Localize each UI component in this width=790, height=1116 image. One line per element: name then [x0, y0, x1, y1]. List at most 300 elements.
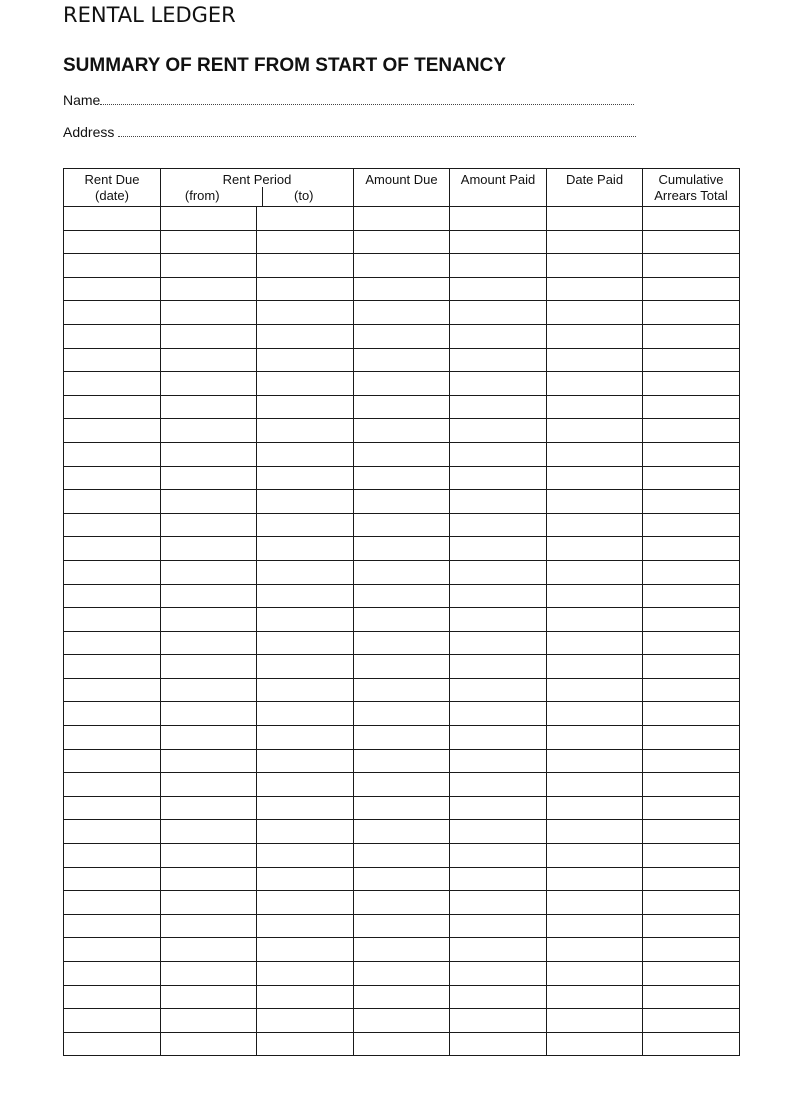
cell-cumulative-arrears[interactable] [643, 1009, 740, 1033]
table-row [64, 513, 740, 537]
cell-date-paid[interactable] [547, 938, 643, 962]
cell-amount-paid[interactable] [450, 372, 547, 396]
cell-rent-due[interactable] [64, 395, 161, 419]
cell-period-to[interactable] [257, 891, 354, 915]
cell-date-paid[interactable] [547, 773, 643, 797]
cell-amount-due[interactable] [354, 537, 450, 561]
cell-amount-due[interactable] [354, 938, 450, 962]
cell-period-to[interactable] [257, 796, 354, 820]
cell-period-from[interactable] [161, 277, 257, 301]
cell-period-from[interactable] [161, 490, 257, 514]
cell-cumulative-arrears[interactable] [643, 419, 740, 443]
cell-cumulative-arrears[interactable] [643, 631, 740, 655]
cell-amount-paid[interactable] [450, 466, 547, 490]
table-row [64, 631, 740, 655]
cell-rent-due[interactable] [64, 962, 161, 986]
table-row [64, 1032, 740, 1056]
cell-amount-paid[interactable] [450, 324, 547, 348]
table-row [64, 301, 740, 325]
cell-period-from[interactable] [161, 324, 257, 348]
cell-period-to[interactable] [257, 678, 354, 702]
cell-amount-paid[interactable] [450, 419, 547, 443]
cell-period-to[interactable] [257, 513, 354, 537]
cell-amount-paid[interactable] [450, 962, 547, 986]
cell-rent-due[interactable] [64, 631, 161, 655]
cell-period-from[interactable] [161, 442, 257, 466]
cell-amount-due[interactable] [354, 442, 450, 466]
cell-rent-due[interactable] [64, 655, 161, 679]
cell-amount-paid[interactable] [450, 702, 547, 726]
cell-amount-due[interactable] [354, 490, 450, 514]
table-row [64, 773, 740, 797]
table-row [64, 702, 740, 726]
cell-rent-due[interactable] [64, 1032, 161, 1056]
cell-amount-paid[interactable] [450, 749, 547, 773]
table-header-row [64, 169, 740, 207]
cell-period-from[interactable] [161, 938, 257, 962]
cell-amount-paid[interactable] [450, 844, 547, 868]
cell-period-to[interactable] [257, 348, 354, 372]
cell-period-to[interactable] [257, 442, 354, 466]
cell-date-paid[interactable] [547, 844, 643, 868]
cell-period-from[interactable] [161, 207, 257, 231]
cell-cumulative-arrears[interactable] [643, 678, 740, 702]
cell-amount-due[interactable] [354, 1032, 450, 1056]
cell-period-to[interactable] [257, 726, 354, 750]
cell-amount-paid[interactable] [450, 655, 547, 679]
cell-amount-due[interactable] [354, 584, 450, 608]
cell-period-from[interactable] [161, 726, 257, 750]
cell-rent-due[interactable] [64, 207, 161, 231]
cell-amount-paid[interactable] [450, 1009, 547, 1033]
cell-period-to[interactable] [257, 702, 354, 726]
cell-period-from[interactable] [161, 985, 257, 1009]
cell-period-to[interactable] [257, 207, 354, 231]
table-row [64, 395, 740, 419]
cell-amount-due[interactable] [354, 395, 450, 419]
cell-amount-paid[interactable] [450, 537, 547, 561]
cell-amount-due[interactable] [354, 301, 450, 325]
cell-date-paid[interactable] [547, 914, 643, 938]
cell-rent-due[interactable] [64, 372, 161, 396]
table-body [64, 207, 740, 1056]
name-label: Name [63, 92, 101, 108]
cell-amount-paid[interactable] [450, 608, 547, 632]
cell-cumulative-arrears[interactable] [643, 324, 740, 348]
table-row [64, 207, 740, 231]
cell-period-from[interactable] [161, 1009, 257, 1033]
cell-period-to[interactable] [257, 490, 354, 514]
cell-period-to[interactable] [257, 1032, 354, 1056]
cell-cumulative-arrears[interactable] [643, 938, 740, 962]
cell-period-from[interactable] [161, 395, 257, 419]
cell-rent-due[interactable] [64, 608, 161, 632]
cell-cumulative-arrears[interactable] [643, 914, 740, 938]
cell-period-from[interactable] [161, 749, 257, 773]
cell-period-to[interactable] [257, 466, 354, 490]
rental-ledger-table [63, 168, 740, 1056]
cell-date-paid[interactable] [547, 726, 643, 750]
cell-amount-paid[interactable] [450, 348, 547, 372]
table-row [64, 372, 740, 396]
cell-cumulative-arrears[interactable] [643, 254, 740, 278]
cell-date-paid[interactable] [547, 372, 643, 396]
cell-period-to[interactable] [257, 914, 354, 938]
cell-cumulative-arrears[interactable] [643, 584, 740, 608]
cell-rent-due[interactable] [64, 442, 161, 466]
cell-amount-due[interactable] [354, 560, 450, 584]
cell-date-paid[interactable] [547, 537, 643, 561]
header-rent-period: Rent Period (from) (to) [161, 169, 354, 207]
address-field[interactable] [63, 124, 636, 140]
cell-period-to[interactable] [257, 560, 354, 584]
cell-amount-due[interactable] [354, 230, 450, 254]
cell-date-paid[interactable] [547, 513, 643, 537]
cell-date-paid[interactable] [547, 867, 643, 891]
cell-cumulative-arrears[interactable] [643, 372, 740, 396]
cell-cumulative-arrears[interactable] [643, 301, 740, 325]
cell-period-to[interactable] [257, 324, 354, 348]
cell-cumulative-arrears[interactable] [643, 348, 740, 372]
cell-date-paid[interactable] [547, 796, 643, 820]
table-row [64, 537, 740, 561]
cell-cumulative-arrears[interactable] [643, 773, 740, 797]
header-cumulative-arrears: Cumulative Arrears Total [643, 169, 740, 207]
cell-period-to[interactable] [257, 655, 354, 679]
cell-rent-due[interactable] [64, 773, 161, 797]
cell-date-paid[interactable] [547, 891, 643, 915]
cell-date-paid[interactable] [547, 254, 643, 278]
cell-period-from[interactable] [161, 820, 257, 844]
cell-rent-due[interactable] [64, 749, 161, 773]
cell-date-paid[interactable] [547, 702, 643, 726]
cell-rent-due[interactable] [64, 1009, 161, 1033]
cell-amount-due[interactable] [354, 372, 450, 396]
cell-rent-due[interactable] [64, 820, 161, 844]
cell-date-paid[interactable] [547, 348, 643, 372]
table-row [64, 891, 740, 915]
cell-rent-due[interactable] [64, 466, 161, 490]
name-input-line[interactable] [100, 94, 634, 105]
table-row [64, 985, 740, 1009]
table-row [64, 490, 740, 514]
cell-rent-due[interactable] [64, 867, 161, 891]
cell-cumulative-arrears[interactable] [643, 844, 740, 868]
cell-period-from[interactable] [161, 844, 257, 868]
cell-rent-due[interactable] [64, 560, 161, 584]
cell-period-from[interactable] [161, 254, 257, 278]
cell-amount-paid[interactable] [450, 207, 547, 231]
cell-period-to[interactable] [257, 419, 354, 443]
cell-date-paid[interactable] [547, 985, 643, 1009]
cell-period-to[interactable] [257, 277, 354, 301]
cell-amount-due[interactable] [354, 207, 450, 231]
cell-rent-due[interactable] [64, 914, 161, 938]
cell-amount-due[interactable] [354, 962, 450, 986]
cell-amount-due[interactable] [354, 631, 450, 655]
cell-amount-due[interactable] [354, 726, 450, 750]
cell-period-from[interactable] [161, 608, 257, 632]
cell-period-from[interactable] [161, 891, 257, 915]
cell-amount-due[interactable] [354, 749, 450, 773]
cell-period-from[interactable] [161, 655, 257, 679]
cell-cumulative-arrears[interactable] [643, 490, 740, 514]
cell-period-from[interactable] [161, 773, 257, 797]
cell-cumulative-arrears[interactable] [643, 395, 740, 419]
table-row [64, 442, 740, 466]
document-title: RENTAL LEDGER [63, 3, 236, 27]
cell-cumulative-arrears[interactable] [643, 207, 740, 231]
cell-rent-due[interactable] [64, 844, 161, 868]
cell-amount-due[interactable] [354, 914, 450, 938]
cell-cumulative-arrears[interactable] [643, 608, 740, 632]
cell-amount-paid[interactable] [450, 442, 547, 466]
cell-rent-due[interactable] [64, 277, 161, 301]
cell-period-to[interactable] [257, 372, 354, 396]
cell-period-from[interactable] [161, 962, 257, 986]
table-row [64, 867, 740, 891]
cell-rent-due[interactable] [64, 254, 161, 278]
cell-cumulative-arrears[interactable] [643, 702, 740, 726]
cell-amount-due[interactable] [354, 844, 450, 868]
cell-amount-paid[interactable] [450, 678, 547, 702]
cell-rent-due[interactable] [64, 584, 161, 608]
cell-cumulative-arrears[interactable] [643, 1032, 740, 1056]
cell-period-to[interactable] [257, 537, 354, 561]
cell-period-to[interactable] [257, 962, 354, 986]
table-row [64, 726, 740, 750]
cell-cumulative-arrears[interactable] [643, 230, 740, 254]
cell-rent-due[interactable] [64, 490, 161, 514]
table-row [64, 230, 740, 254]
cell-amount-due[interactable] [354, 324, 450, 348]
cell-period-to[interactable] [257, 301, 354, 325]
cell-rent-due[interactable] [64, 419, 161, 443]
cell-amount-due[interactable] [354, 348, 450, 372]
cell-period-from[interactable] [161, 1032, 257, 1056]
cell-date-paid[interactable] [547, 301, 643, 325]
cell-period-to[interactable] [257, 773, 354, 797]
cell-cumulative-arrears[interactable] [643, 655, 740, 679]
cell-period-from[interactable] [161, 560, 257, 584]
cell-date-paid[interactable] [547, 608, 643, 632]
cell-date-paid[interactable] [547, 419, 643, 443]
cell-amount-due[interactable] [354, 513, 450, 537]
cell-amount-due[interactable] [354, 1009, 450, 1033]
cell-amount-paid[interactable] [450, 301, 547, 325]
cell-date-paid[interactable] [547, 1032, 643, 1056]
cell-cumulative-arrears[interactable] [643, 796, 740, 820]
cell-period-to[interactable] [257, 608, 354, 632]
cell-period-from[interactable] [161, 796, 257, 820]
cell-cumulative-arrears[interactable] [643, 867, 740, 891]
cell-amount-due[interactable] [354, 608, 450, 632]
cell-amount-paid[interactable] [450, 1032, 547, 1056]
table-row [64, 324, 740, 348]
cell-date-paid[interactable] [547, 490, 643, 514]
cell-cumulative-arrears[interactable] [643, 560, 740, 584]
name-field[interactable] [63, 92, 634, 108]
table-row [64, 678, 740, 702]
cell-rent-due[interactable] [64, 702, 161, 726]
table-row [64, 584, 740, 608]
cell-cumulative-arrears[interactable] [643, 749, 740, 773]
cell-rent-due[interactable] [64, 678, 161, 702]
cell-amount-paid[interactable] [450, 584, 547, 608]
cell-amount-paid[interactable] [450, 560, 547, 584]
cell-amount-due[interactable] [354, 796, 450, 820]
cell-period-from[interactable] [161, 230, 257, 254]
cell-amount-due[interactable] [354, 773, 450, 797]
cell-cumulative-arrears[interactable] [643, 513, 740, 537]
cell-period-to[interactable] [257, 230, 354, 254]
cell-period-from[interactable] [161, 419, 257, 443]
cell-cumulative-arrears[interactable] [643, 985, 740, 1009]
cell-amount-paid[interactable] [450, 513, 547, 537]
cell-period-from[interactable] [161, 867, 257, 891]
cell-amount-paid[interactable] [450, 891, 547, 915]
cell-period-to[interactable] [257, 985, 354, 1009]
cell-amount-paid[interactable] [450, 230, 547, 254]
cell-amount-due[interactable] [354, 254, 450, 278]
table-row [64, 749, 740, 773]
cell-amount-paid[interactable] [450, 773, 547, 797]
cell-date-paid[interactable] [547, 466, 643, 490]
cell-cumulative-arrears[interactable] [643, 442, 740, 466]
cell-period-to[interactable] [257, 254, 354, 278]
document-subtitle: SUMMARY OF RENT FROM START OF TENANCY [63, 55, 506, 76]
cell-cumulative-arrears[interactable] [643, 891, 740, 915]
cell-date-paid[interactable] [547, 277, 643, 301]
cell-cumulative-arrears[interactable] [643, 466, 740, 490]
cell-date-paid[interactable] [547, 442, 643, 466]
cell-period-to[interactable] [257, 1009, 354, 1033]
cell-amount-paid[interactable] [450, 985, 547, 1009]
cell-period-from[interactable] [161, 678, 257, 702]
table-row [64, 655, 740, 679]
header-period-from: (from) [161, 187, 263, 206]
cell-rent-due[interactable] [64, 891, 161, 915]
cell-period-from[interactable] [161, 631, 257, 655]
cell-amount-paid[interactable] [450, 726, 547, 750]
cell-amount-due[interactable] [354, 820, 450, 844]
cell-cumulative-arrears[interactable] [643, 962, 740, 986]
cell-period-to[interactable] [257, 820, 354, 844]
cell-period-from[interactable] [161, 348, 257, 372]
cell-rent-due[interactable] [64, 348, 161, 372]
cell-cumulative-arrears[interactable] [643, 537, 740, 561]
table-row [64, 608, 740, 632]
header-amount-due: Amount Due [354, 169, 450, 207]
table-row [64, 466, 740, 490]
cell-date-paid[interactable] [547, 324, 643, 348]
cell-rent-due[interactable] [64, 796, 161, 820]
cell-amount-due[interactable] [354, 466, 450, 490]
cell-amount-due[interactable] [354, 985, 450, 1009]
cell-date-paid[interactable] [547, 678, 643, 702]
cell-date-paid[interactable] [547, 631, 643, 655]
cell-rent-due[interactable] [64, 938, 161, 962]
cell-amount-due[interactable] [354, 891, 450, 915]
cell-amount-due[interactable] [354, 419, 450, 443]
cell-period-from[interactable] [161, 301, 257, 325]
cell-period-from[interactable] [161, 914, 257, 938]
table-row [64, 962, 740, 986]
cell-period-from[interactable] [161, 537, 257, 561]
cell-date-paid[interactable] [547, 230, 643, 254]
address-input-line[interactable] [118, 126, 636, 137]
cell-cumulative-arrears[interactable] [643, 277, 740, 301]
cell-period-to[interactable] [257, 938, 354, 962]
cell-period-to[interactable] [257, 867, 354, 891]
cell-amount-paid[interactable] [450, 490, 547, 514]
cell-rent-due[interactable] [64, 230, 161, 254]
cell-amount-paid[interactable] [450, 914, 547, 938]
cell-rent-due[interactable] [64, 301, 161, 325]
cell-date-paid[interactable] [547, 584, 643, 608]
cell-period-from[interactable] [161, 584, 257, 608]
cell-amount-paid[interactable] [450, 796, 547, 820]
table-row [64, 914, 740, 938]
cell-date-paid[interactable] [547, 207, 643, 231]
table-row [64, 419, 740, 443]
cell-period-to[interactable] [257, 584, 354, 608]
cell-amount-due[interactable] [354, 277, 450, 301]
table-row [64, 560, 740, 584]
cell-date-paid[interactable] [547, 1009, 643, 1033]
cell-amount-paid[interactable] [450, 867, 547, 891]
cell-rent-due[interactable] [64, 726, 161, 750]
cell-period-to[interactable] [257, 631, 354, 655]
cell-rent-due[interactable] [64, 513, 161, 537]
cell-rent-due[interactable] [64, 537, 161, 561]
cell-amount-due[interactable] [354, 655, 450, 679]
address-label: Address [63, 124, 119, 140]
cell-period-to[interactable] [257, 749, 354, 773]
cell-amount-paid[interactable] [450, 938, 547, 962]
cell-period-to[interactable] [257, 844, 354, 868]
cell-period-to[interactable] [257, 395, 354, 419]
cell-amount-due[interactable] [354, 867, 450, 891]
cell-rent-due[interactable] [64, 324, 161, 348]
cell-amount-paid[interactable] [450, 277, 547, 301]
cell-amount-paid[interactable] [450, 631, 547, 655]
cell-date-paid[interactable] [547, 820, 643, 844]
cell-date-paid[interactable] [547, 560, 643, 584]
cell-cumulative-arrears[interactable] [643, 820, 740, 844]
table-row [64, 254, 740, 278]
cell-amount-due[interactable] [354, 678, 450, 702]
cell-date-paid[interactable] [547, 655, 643, 679]
cell-amount-paid[interactable] [450, 254, 547, 278]
table-row [64, 938, 740, 962]
cell-date-paid[interactable] [547, 749, 643, 773]
cell-period-from[interactable] [161, 513, 257, 537]
cell-rent-due[interactable] [64, 985, 161, 1009]
cell-period-from[interactable] [161, 466, 257, 490]
cell-amount-due[interactable] [354, 702, 450, 726]
cell-cumulative-arrears[interactable] [643, 726, 740, 750]
cell-period-from[interactable] [161, 372, 257, 396]
table-row [64, 796, 740, 820]
table-row [64, 348, 740, 372]
cell-amount-paid[interactable] [450, 395, 547, 419]
cell-date-paid[interactable] [547, 395, 643, 419]
cell-amount-paid[interactable] [450, 820, 547, 844]
cell-period-from[interactable] [161, 702, 257, 726]
cell-date-paid[interactable] [547, 962, 643, 986]
table-row [64, 844, 740, 868]
